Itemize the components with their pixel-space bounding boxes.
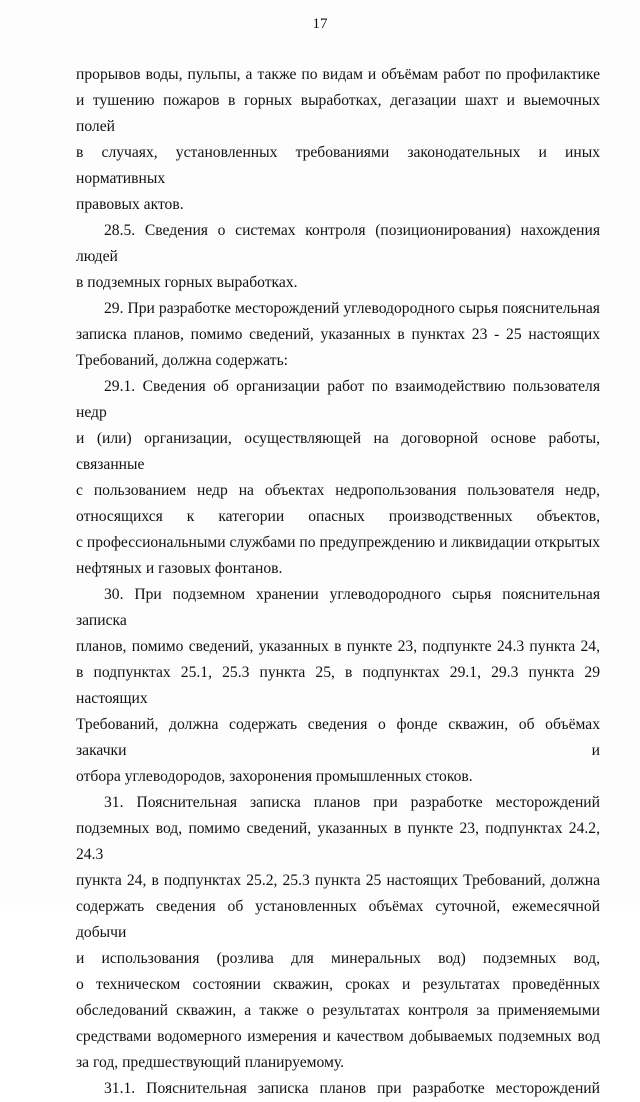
paragraph-line: и тушению пожаров в горных выработках, дегазации шахт и выемочных полей [76, 92, 600, 135]
paragraph-line: 29.1. Сведения об организации работ по взаимодействию пользователя недр [76, 378, 600, 421]
paragraph-line: в подпунктах 25.1, 25.3 пункта 25, в подпунктах 29.1, 29.3 пункта 29 настоящих [76, 664, 600, 707]
paragraph-line: 31.1. Пояснительная записка планов при разработке месторождений [104, 1080, 600, 1097]
paragraph-line: Требований, должна содержать: [76, 352, 289, 369]
paragraph-line: о техническом состоянии скважин, сроках и результатах проведённых [76, 976, 600, 993]
paragraph-line: за год, предшествующий планируемому. [76, 1054, 344, 1071]
paragraph-line: средствами водомерного измерения и качеством добываемых подземных вод [76, 1028, 600, 1045]
paragraph-line: и (или) организации, осуществляющей на договорной основе работы, связанные [76, 430, 600, 473]
document-body [76, 62, 600, 1102]
paragraph-line: 28.5. Сведения о системах контроля (позиционирования) нахождения людей [76, 222, 600, 265]
paragraph-line: пункта 24, в подпунктах 25.2, 25.3 пункта 25 настоящих Требований, должна [76, 872, 600, 889]
paragraph-line: относящихся к категории опасных производственных объектов, [76, 508, 600, 525]
paragraph-line: правовых актов. [76, 196, 184, 213]
paragraph-line: в подземных горных выработках. [76, 274, 298, 291]
paragraph-line: 31. Пояснительная записка планов при разработке месторождений [104, 794, 600, 811]
paragraph-line: прорывов воды, пульпы, а также по видам и объёмам работ по профилактике [76, 66, 600, 83]
paragraph-line: 29. При разработке месторождений углеводородного сырья пояснительная [104, 300, 600, 317]
paragraph-line: обследований скважин, а также о результатах контроля за применяемыми [76, 1002, 600, 1019]
paragraph-line: подземных вод, помимо сведений, указанных в пункте 23, подпунктах 24.2, 24.3 [76, 820, 600, 863]
paragraph-line: Требований, должна содержать сведения о фонде скважин, об объёмах закачки и [76, 716, 600, 759]
paragraph-line: планов, помимо сведений, указанных в пункте 23, подпункте 24.3 пункта 24, [76, 638, 600, 655]
paragraph-line: в случаях, установленных требованиями законодательных и иных нормативных [76, 144, 600, 187]
page-number: 17 [312, 16, 328, 32]
paragraph-line: нефтяных и газовых фонтанов. [76, 560, 283, 577]
paragraph-line: с профессиональными службами по предупреждению и ликвидации открытых [76, 534, 600, 551]
paragraph-line: содержать сведения об установленных объёмах суточной, ежемесячной добычи [76, 898, 600, 941]
paragraph-line: записка планов, помимо сведений, указанных в пунктах 23 - 25 настоящих [76, 326, 600, 343]
paragraph-line: с пользованием недр на объектах недропользования пользователя недр, [76, 482, 600, 499]
paragraph-line: отбора углеводородов, захоронения промышленных стоков. [76, 768, 473, 785]
paragraph-line: и использования (розлива для минеральных вод) подземных вод, [76, 950, 600, 967]
paragraph-line: 30. При подземном хранении углеводородного сырья пояснительная записка [76, 586, 600, 629]
